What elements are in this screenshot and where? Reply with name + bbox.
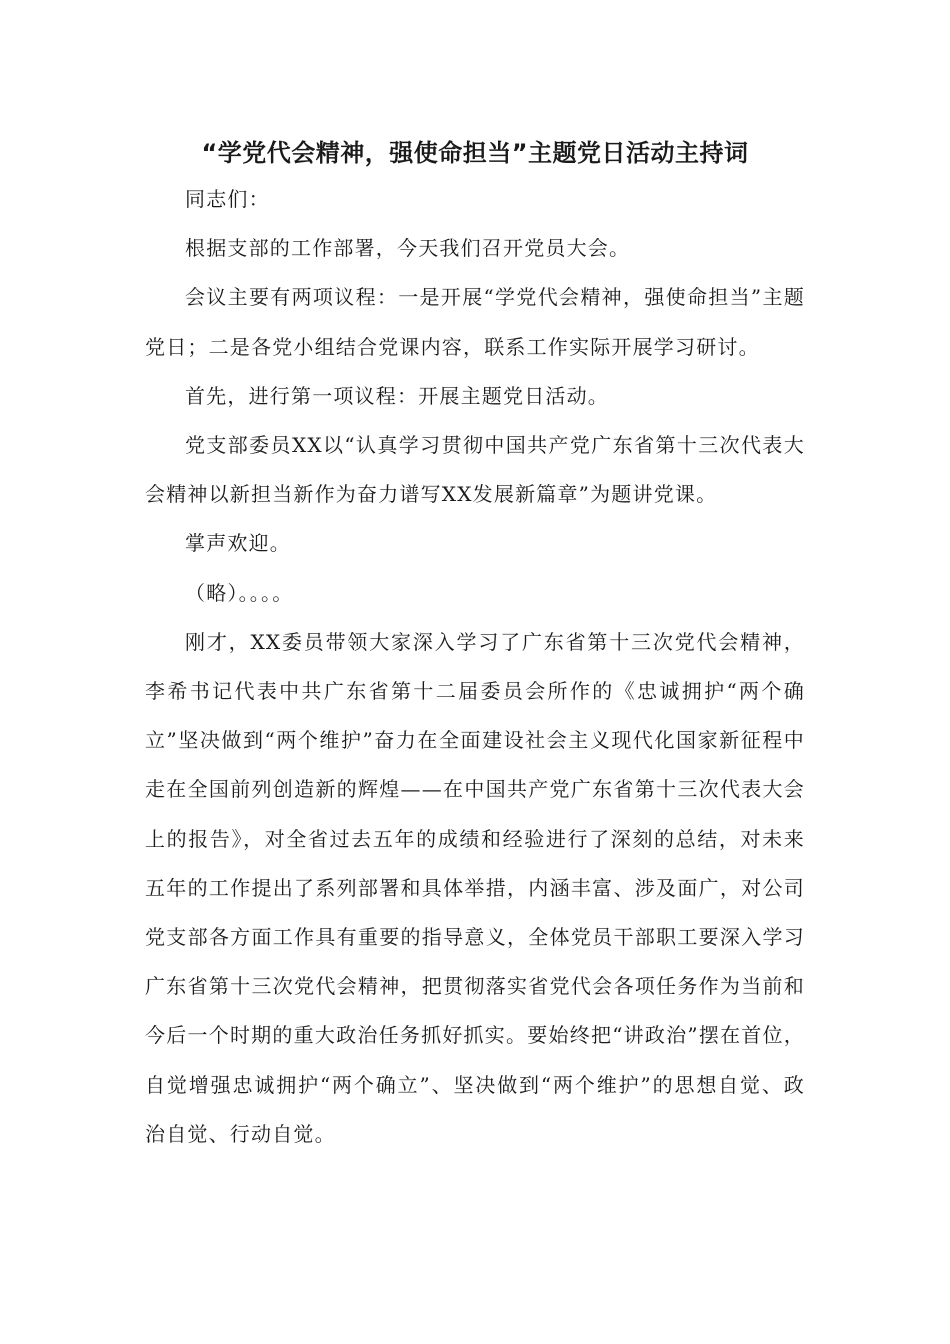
- paragraph-opening: 根据支部的工作部署，今天我们召开党员大会。: [185, 236, 631, 261]
- paragraph-omitted: （略）。。。。: [185, 580, 294, 605]
- paragraph-lecture: 党支部委员XX以“认真学习贯彻中国共产党广东省第十三次代表大会精神以新担当新作为奋力谱写XX发展新篇章”为题讲党课。: [145, 433, 805, 507]
- paragraph-applause: 掌声欢迎。: [185, 531, 291, 556]
- paragraph-first-item: 首先，进行第一项议程：开展主题党日活动。: [185, 383, 609, 408]
- paragraph-agenda: 会议主要有两项议程：一是开展“学党代会精神，强使命担当”主题党日；二是各党小组结合党课内容，联系工作实际开展学习研讨。: [145, 285, 805, 359]
- paragraph-summary: 刚才，XX委员带领大家深入学习了广东省第十三次党代会精神，李希书记代表中共广东省第十二届委员会所作的《忠诚拥护“两个确立”坚决做到“两个维护”奋力在全面建设社会主义现代化国家新征程中走在全国前列创造新的辉煌——在中国共产党广东省第十三次代表大会上的报告》，对全省过去五年的成绩和经验进行了深刻的总结，对未来五年的工作提出了系列部署和具体举措，内涵丰富、涉及面广，对公司党支部各方面工作具有重要的指导意义，全体党员干部职工要深入学习广东省第十三次党代会精神，把贯彻落实省党代会各项任务作为当前和今后一个时期的重大政治任务抓好抓实。要始终把“讲政治”摆在首位，自觉增强忠诚拥护“两个确立”、坚决做到“两个维护”的思想自觉、政治自觉、行动自觉。: [145, 629, 805, 1146]
- paragraph-salutation: 同志们：: [185, 187, 270, 211]
- document-body: [145, 175, 805, 1159]
- document-title: “学党代会精神，强使命担当”主题党日活动主持词: [201, 139, 749, 167]
